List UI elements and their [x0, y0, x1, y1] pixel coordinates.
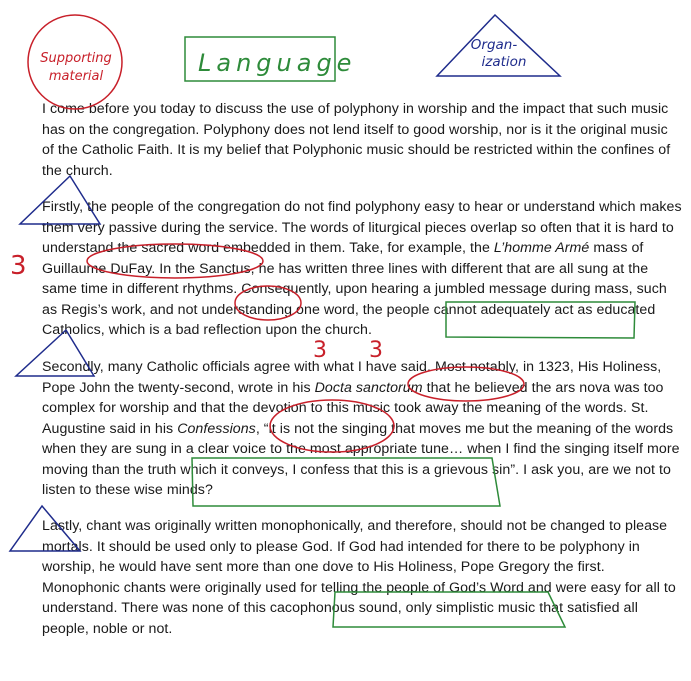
blue-triangle-icon	[437, 15, 560, 76]
language-label	[185, 37, 356, 81]
organization-line-2: ization	[481, 54, 527, 70]
paragraph-2-text-b: mass of Guillaume DuFay. In the Sanctus, he has written three lines with different that are all sung at the same time in different rhythms. Consequently, upon hearing a jumbled message during mass, such as Regis’s work, and not understanding one word, the people cannot adequately act as educated Catholics, which is a bad reflection upon the church.	[42, 240, 667, 338]
essay-paragraph-4	[42, 516, 682, 639]
supporting-material-line-1: Supporting	[40, 51, 112, 66]
paragraph-3-text-a: Secondly, many Catholic officials agree with what I have said. Most notably, in 1323, His Holiness, Pope John the twenty-second, wrote in his	[42, 359, 662, 396]
work-title-docta-sanctorum: Docta sanctorum	[314, 379, 423, 396]
organization-label	[437, 15, 560, 76]
paragraph-2-text-a: Firstly, the people of the congregation do not find polyphony easy to hear or understand which makes them very passive during the service. The words of liturgical pieces overlap so often that it is hard to understand the sacred word embedded in them. Take, for example, the	[42, 199, 682, 256]
language-text: Language	[198, 49, 357, 77]
paragraph-4-text: Lastly, chant was originally written monophonically, and therefore, should not be changed to please mortals. It should be used only to please God. If God had intended for there to be polyphony in worship, he would have sent more than one dove to His Holiness, Pope Gregory the first. Monophonic chants were originally used for telling the people of God’s Word and were easy for all to understand. There was none of this cacophonous sound, only simplistic music that satisfied all people, noble or not.	[42, 518, 676, 637]
essay-paragraph-1	[42, 99, 682, 181]
supporting-material-label	[28, 15, 122, 109]
supporting-material-line-2: material	[48, 69, 104, 84]
paragraph-3-text-b: that he believed the ars nova was too complex for worship and that the devotion to this music took away the meaning of the words. St. Augustine said in his	[42, 379, 664, 437]
organization-line-1: Organ-	[470, 37, 518, 53]
score-two: 3	[313, 338, 327, 363]
essay-paragraph-2	[42, 197, 682, 341]
work-title-confessions: Confessions	[177, 420, 256, 437]
work-title-lhomme-arme: L’homme Armé	[493, 240, 590, 256]
green-box-icon	[185, 37, 335, 81]
paragraph-3-text-c: , “it is not the singing that moves me but the meaning of the words when they are sung in a clear voice to the most appropriate tune… when I find the singing itself more moving than the truth which it conveys, I confess that this is a grievous sin”. I ask you, are we not to listen to these wise minds?	[42, 420, 680, 498]
score-three: 3	[369, 338, 383, 363]
essay-paragraph-3	[42, 357, 682, 501]
margin-score: 3	[10, 251, 27, 281]
red-circle-icon	[28, 15, 122, 109]
paragraph-1-text: I come before you today to discuss the use of polyphony in worship and the impact that such music has on the congregation. Polyphony does not lend itself to good worship, nor is it the original music of the Catholic Faith. It is my belief that Polyphonic music should be restricted within the confines of the church.	[42, 101, 671, 179]
